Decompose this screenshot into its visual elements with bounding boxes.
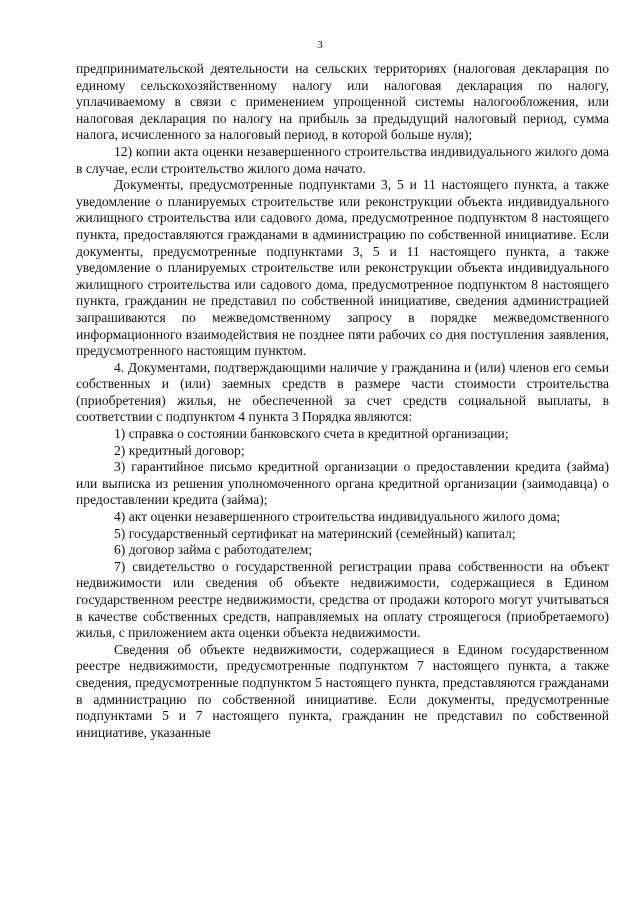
page-number: 3 [317, 39, 323, 51]
paragraph-property-registry-info: Сведения об объекте недвижимости, содержащиеся в Едином государственном реестре недвижимости, предусмотренные подпунктом 7 настоящего пункта, а также сведения, предусмотренные подпунктом 5 настоящего пункта, представляются гражданами в администрацию по собственной инициативе. Если документы, предусмотренные подпунктами 5 и 7 настоящего пункта, гражданин не представил по собственной инициативе, указанные [76, 641, 609, 740]
document-body [76, 61, 609, 741]
list-item-5-maternity-capital: 5) государственный сертификат на материнский (семейный) капитал; [114, 525, 516, 541]
paragraph-tax-declaration-continuation: предпринимательской деятельности на сельских территориях (налоговая декларация по единому сельскохозяйственному налогу или налоговая декларация по налогу, уплачиваемому в связи с применением упрощенной системы налогообложения, или налоговая декларация по налогу на прибыль за предыдущий налоговый период, сумма налога, исчисленного за налоговый период, в которой больше нуля); [76, 61, 609, 143]
list-item-6-employer-loan: 6) договор займа с работодателем; [114, 542, 313, 558]
list-item-1-bank-statement: 1) справка о состоянии банковского счета в кредитной организации; [114, 426, 509, 442]
list-item-7-property-certificate: 7) свидетельство о государственной регистрации права собственности на объект недвижимости или сведения об объекте недвижимости, содержащиеся в Едином государственном реестре недвижимости, средства от продажи которого могут учитываться в качестве собственных средств, направляемых на оплату строящегося (приобретаемого) жилья, с приложением акта оценки объекта недвижимости. [76, 558, 609, 641]
list-item-2-credit-agreement: 2) кредитный договор; [114, 442, 245, 458]
list-item-4-assessment-act: 4) акт оценки незавершенного строительства индивидуального жилого дома; [114, 509, 561, 525]
paragraph-item-12: 12) копии акта оценки незавершенного строительства индивидуального жилого дома в случае, если строительство жилого дома начато. [76, 143, 609, 176]
paragraph-documents-own-initiative: Документы, предусмотренные подпунктами 3, 5 и 11 настоящего пункта, а также уведомление о планируемых строительстве или реконструкции объекта индивидуального жилищного строительства или садового дома, предусмотренное подпунктом 8 настоящего пункта, предоставляются гражданами в администрацию по собственной инициативе. Если документы, предусмотренные подпунктами 3, 5 и 11 настоящего пункта, а также уведомление о планируемых строительстве или реконструкции объекта индивидуального жилищного строительства или садового дома, предусмотренное подпунктом 8 настоящего пункта, гражданин не представил по собственной инициативе, сведения администрацией запрашиваются по межведомственному запросу в порядке межведомственного информационного взаимодействия не позднее пяти рабочих со дня поступления заявления, предусмотренного настоящим пунктом. [76, 177, 609, 359]
paragraph-section-4: 4. Документами, подтверждающими наличие у гражданина и (или) членов его семьи собственных и (или) заемных средств в размере части стоимости строительства (приобретения) жилья, не обеспеченной за счет средств социальной выплаты, в соответствии с подпунктом 4 пункта 3 Порядка являются: [76, 359, 609, 425]
list-item-3-guarantee-letter: 3) гарантийное письмо кредитной организации о предоставлении кредита (займа) или выписка из решения уполномоченного органа кредитной организации (заимодавца) о предоставлении кредита (займа); [76, 459, 609, 508]
